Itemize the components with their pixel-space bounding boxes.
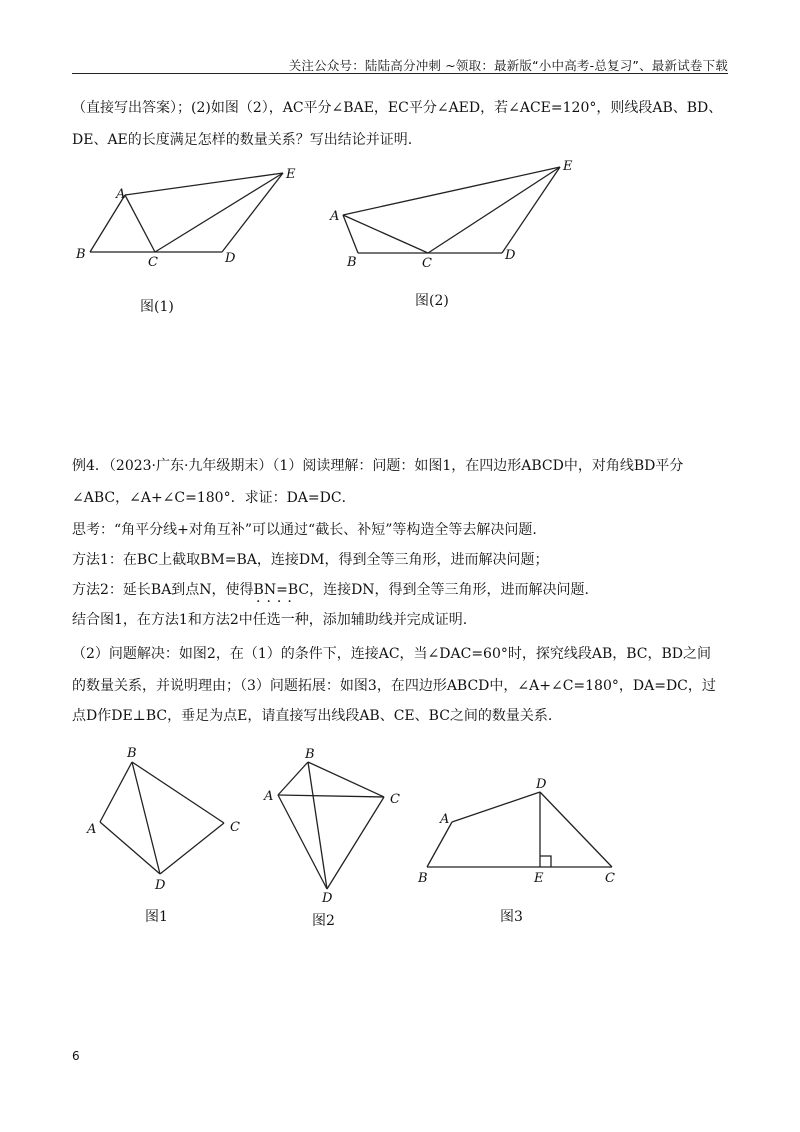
label-b: B: [127, 746, 137, 761]
example-4-line-5: 方法2：延长BA到点N，使得BN=BC，连接DN，得到全等三角形，进而解决问题.: [72, 582, 590, 598]
label-c: C: [148, 255, 158, 270]
figure-1-upper: [70, 160, 310, 270]
example-4-line-3: 思考：“角平分线+对角互补”可以通过“截长、补短”等构造全等去解决问题.: [72, 522, 537, 538]
label-d: D: [505, 248, 516, 263]
emphasis-dots: ····: [256, 594, 298, 610]
label-b: B: [418, 871, 428, 886]
header-rule: [72, 73, 728, 74]
label-d: D: [155, 878, 166, 893]
label-e: E: [534, 871, 544, 886]
example-4-line-9: 点D作DE⊥BC，垂足为点E，请直接写出线段AB、CE、BC之间的数量关系.: [72, 708, 553, 724]
figure-b3-caption: 图3: [500, 909, 523, 925]
label-b: B: [305, 747, 315, 762]
label-d: D: [322, 891, 333, 902]
figure-1-lower: [80, 740, 250, 895]
label-d: D: [536, 777, 547, 792]
label-c: C: [422, 256, 432, 271]
page-number: 6: [72, 1049, 80, 1063]
example-4-line-4: 方法1：在BC上截取BM=BA，连接DM，得到全等三角形，进而解决问题；: [72, 552, 549, 568]
example-4-line-8: 的数量关系，并说明理由；（3）问题拓展：如图3，在四边形ABCD中，∠A+∠C=180°，DA=DC，过: [72, 678, 716, 694]
label-a: A: [116, 187, 126, 202]
example-4-line-6: 结合图1，在方法1和方法2中任选一种，添加辅助线并完成证明.: [72, 612, 468, 628]
figure-1-caption: 图(1): [140, 299, 174, 315]
figure-b2-caption: 图2: [312, 913, 335, 929]
label-c: C: [230, 820, 240, 835]
label-a: A: [264, 789, 274, 804]
label-e: E: [286, 167, 296, 182]
label-c: C: [390, 792, 400, 807]
example-4-line-7: （2）问题解决：如图2，在（1）的条件下，连接AC，当∠DAC=60°时，探究线段AB，BC，BD之间: [72, 646, 712, 662]
label-d: D: [225, 251, 236, 266]
label-b: B: [76, 247, 86, 262]
label-c: C: [605, 871, 615, 886]
figure-2-upper: [325, 155, 585, 275]
figure-3-lower: [410, 772, 630, 892]
page-header: 关注公众号：陆陆高分冲刺 ~领取：最新版“小中高考-总复习”、最新试卷下载: [288, 58, 728, 73]
problem-text-line-2: DE、AE的长度满足怎样的数量关系？写出结论并证明.: [72, 132, 413, 148]
example-4-line-2: ∠ABC，∠A+∠C=180°．求证：DA=DC．: [72, 490, 356, 506]
label-b: B: [347, 255, 357, 270]
figure-b1-caption: 图1: [145, 909, 168, 925]
label-a: A: [87, 822, 97, 837]
example-4-line-1: 例4．（2023·广东·九年级期末）（1）阅读理解：问题：如图1，在四边形ABCD中，对角线BD平分: [72, 458, 684, 474]
problem-text-line-1: （直接写出答案）；(2)如图（2），AC平分∠BAE，EC平分∠AED，若∠ACE=120°，则线段AB、BD、: [72, 100, 723, 116]
label-a: A: [440, 812, 450, 827]
label-a: A: [330, 209, 340, 224]
figure-2-caption: 图(2): [415, 293, 449, 309]
label-e: E: [563, 159, 573, 174]
figure-2-lower: [258, 742, 408, 902]
